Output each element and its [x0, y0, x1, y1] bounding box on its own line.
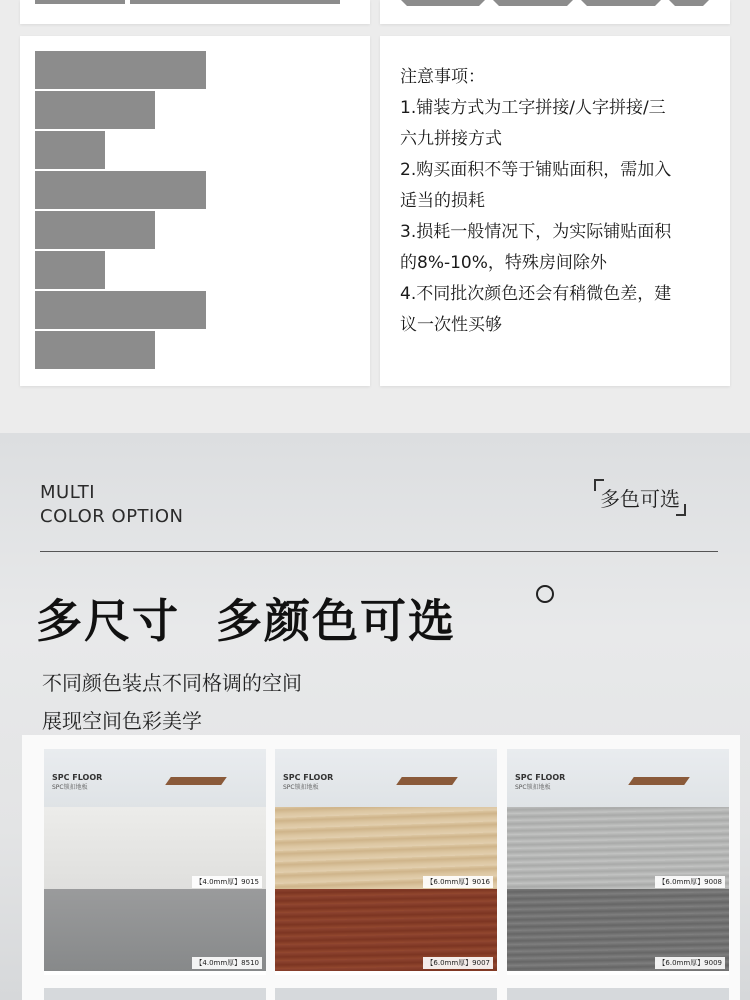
color-option-section [0, 433, 750, 1000]
notes-line: 适当的损耗 [400, 191, 485, 211]
pattern-plank [35, 51, 206, 89]
product-gallery [22, 735, 740, 1000]
pattern-card-top-left [20, 0, 370, 24]
notes-line: 六九拼接方式 [400, 129, 502, 149]
product-brand-sub: SPC锁扣地板 [515, 784, 551, 791]
circle-dot-icon [536, 585, 554, 603]
pattern-plank [35, 211, 155, 249]
swatch-label-top: 【6.0mm厚】9008 [655, 876, 725, 888]
product-brand: SPC FLOOR [515, 773, 566, 782]
swatch-label-bottom: 【6.0mm厚】9009 [655, 957, 725, 969]
product-brand: SPC FLOOR [52, 773, 103, 782]
section-headline: 多尺寸 多颜色可选 [36, 594, 457, 648]
pattern-card-top-right [380, 0, 730, 24]
product-brand: SPC FLOOR [283, 773, 334, 782]
pattern-plank [35, 91, 155, 129]
product-brand-sub: SPC锁扣地板 [52, 784, 88, 791]
badge-text: 多色可选 [600, 487, 680, 511]
notes-text [400, 62, 730, 341]
section-subtitle-1: 不同颜色装点不同格调的空间 [42, 671, 302, 695]
swatch-label-bottom: 【6.0mm厚】9007 [423, 957, 493, 969]
install-guide-section [0, 0, 750, 433]
herringbone-pattern [393, 0, 717, 12]
pattern-plank [35, 0, 125, 4]
swatch-label-top: 【4.0mm厚】9015 [192, 876, 262, 888]
product-card-2[interactable] [275, 749, 497, 975]
english-title-line1: MULTI [40, 482, 96, 503]
pattern-plank [130, 0, 340, 4]
pattern-plank [35, 291, 206, 329]
product-card-4[interactable] [44, 988, 266, 1000]
notes-line: 2.购买面积不等于铺贴面积，需加入 [400, 160, 672, 180]
notes-line: 的8%-10%，特殊房间除外 [400, 253, 607, 273]
notes-line: 3.损耗一般情况下，为实际铺贴面积 [400, 222, 672, 242]
product-card-1[interactable] [44, 749, 266, 975]
plank-thumbnail [628, 777, 690, 785]
notes-line: 1.铺装方式为工字拼接/人字拼接/三 [400, 98, 666, 118]
english-title-line2: COLOR OPTION [40, 506, 184, 527]
swatch-label-top: 【6.0mm厚】9016 [423, 876, 493, 888]
layout-pattern-card [20, 36, 370, 386]
pattern-plank [35, 331, 155, 369]
product-card-3[interactable] [507, 749, 729, 975]
notes-line: 议一次性买够 [400, 315, 502, 335]
section-english-title [40, 481, 183, 529]
pattern-plank [35, 131, 105, 169]
plank-thumbnail [165, 777, 227, 785]
product-card-5[interactable] [275, 988, 497, 1000]
divider [40, 551, 718, 552]
pattern-plank [35, 251, 105, 289]
bracket-open-icon [594, 479, 604, 491]
section-subtitle-2: 展现空间色彩美学 [42, 709, 202, 733]
bracket-close-icon [676, 504, 686, 516]
notes-title: 注意事项： [400, 67, 485, 87]
product-card-6[interactable] [507, 988, 729, 1000]
swatch-label-bottom: 【4.0mm厚】8510 [192, 957, 262, 969]
multi-color-badge [600, 483, 680, 512]
notes-line: 4.不同批次颜色还会有稍微色差，建 [400, 284, 672, 304]
pattern-plank [35, 171, 206, 209]
product-brand-sub: SPC锁扣地板 [283, 784, 319, 791]
plank-thumbnail [396, 777, 458, 785]
